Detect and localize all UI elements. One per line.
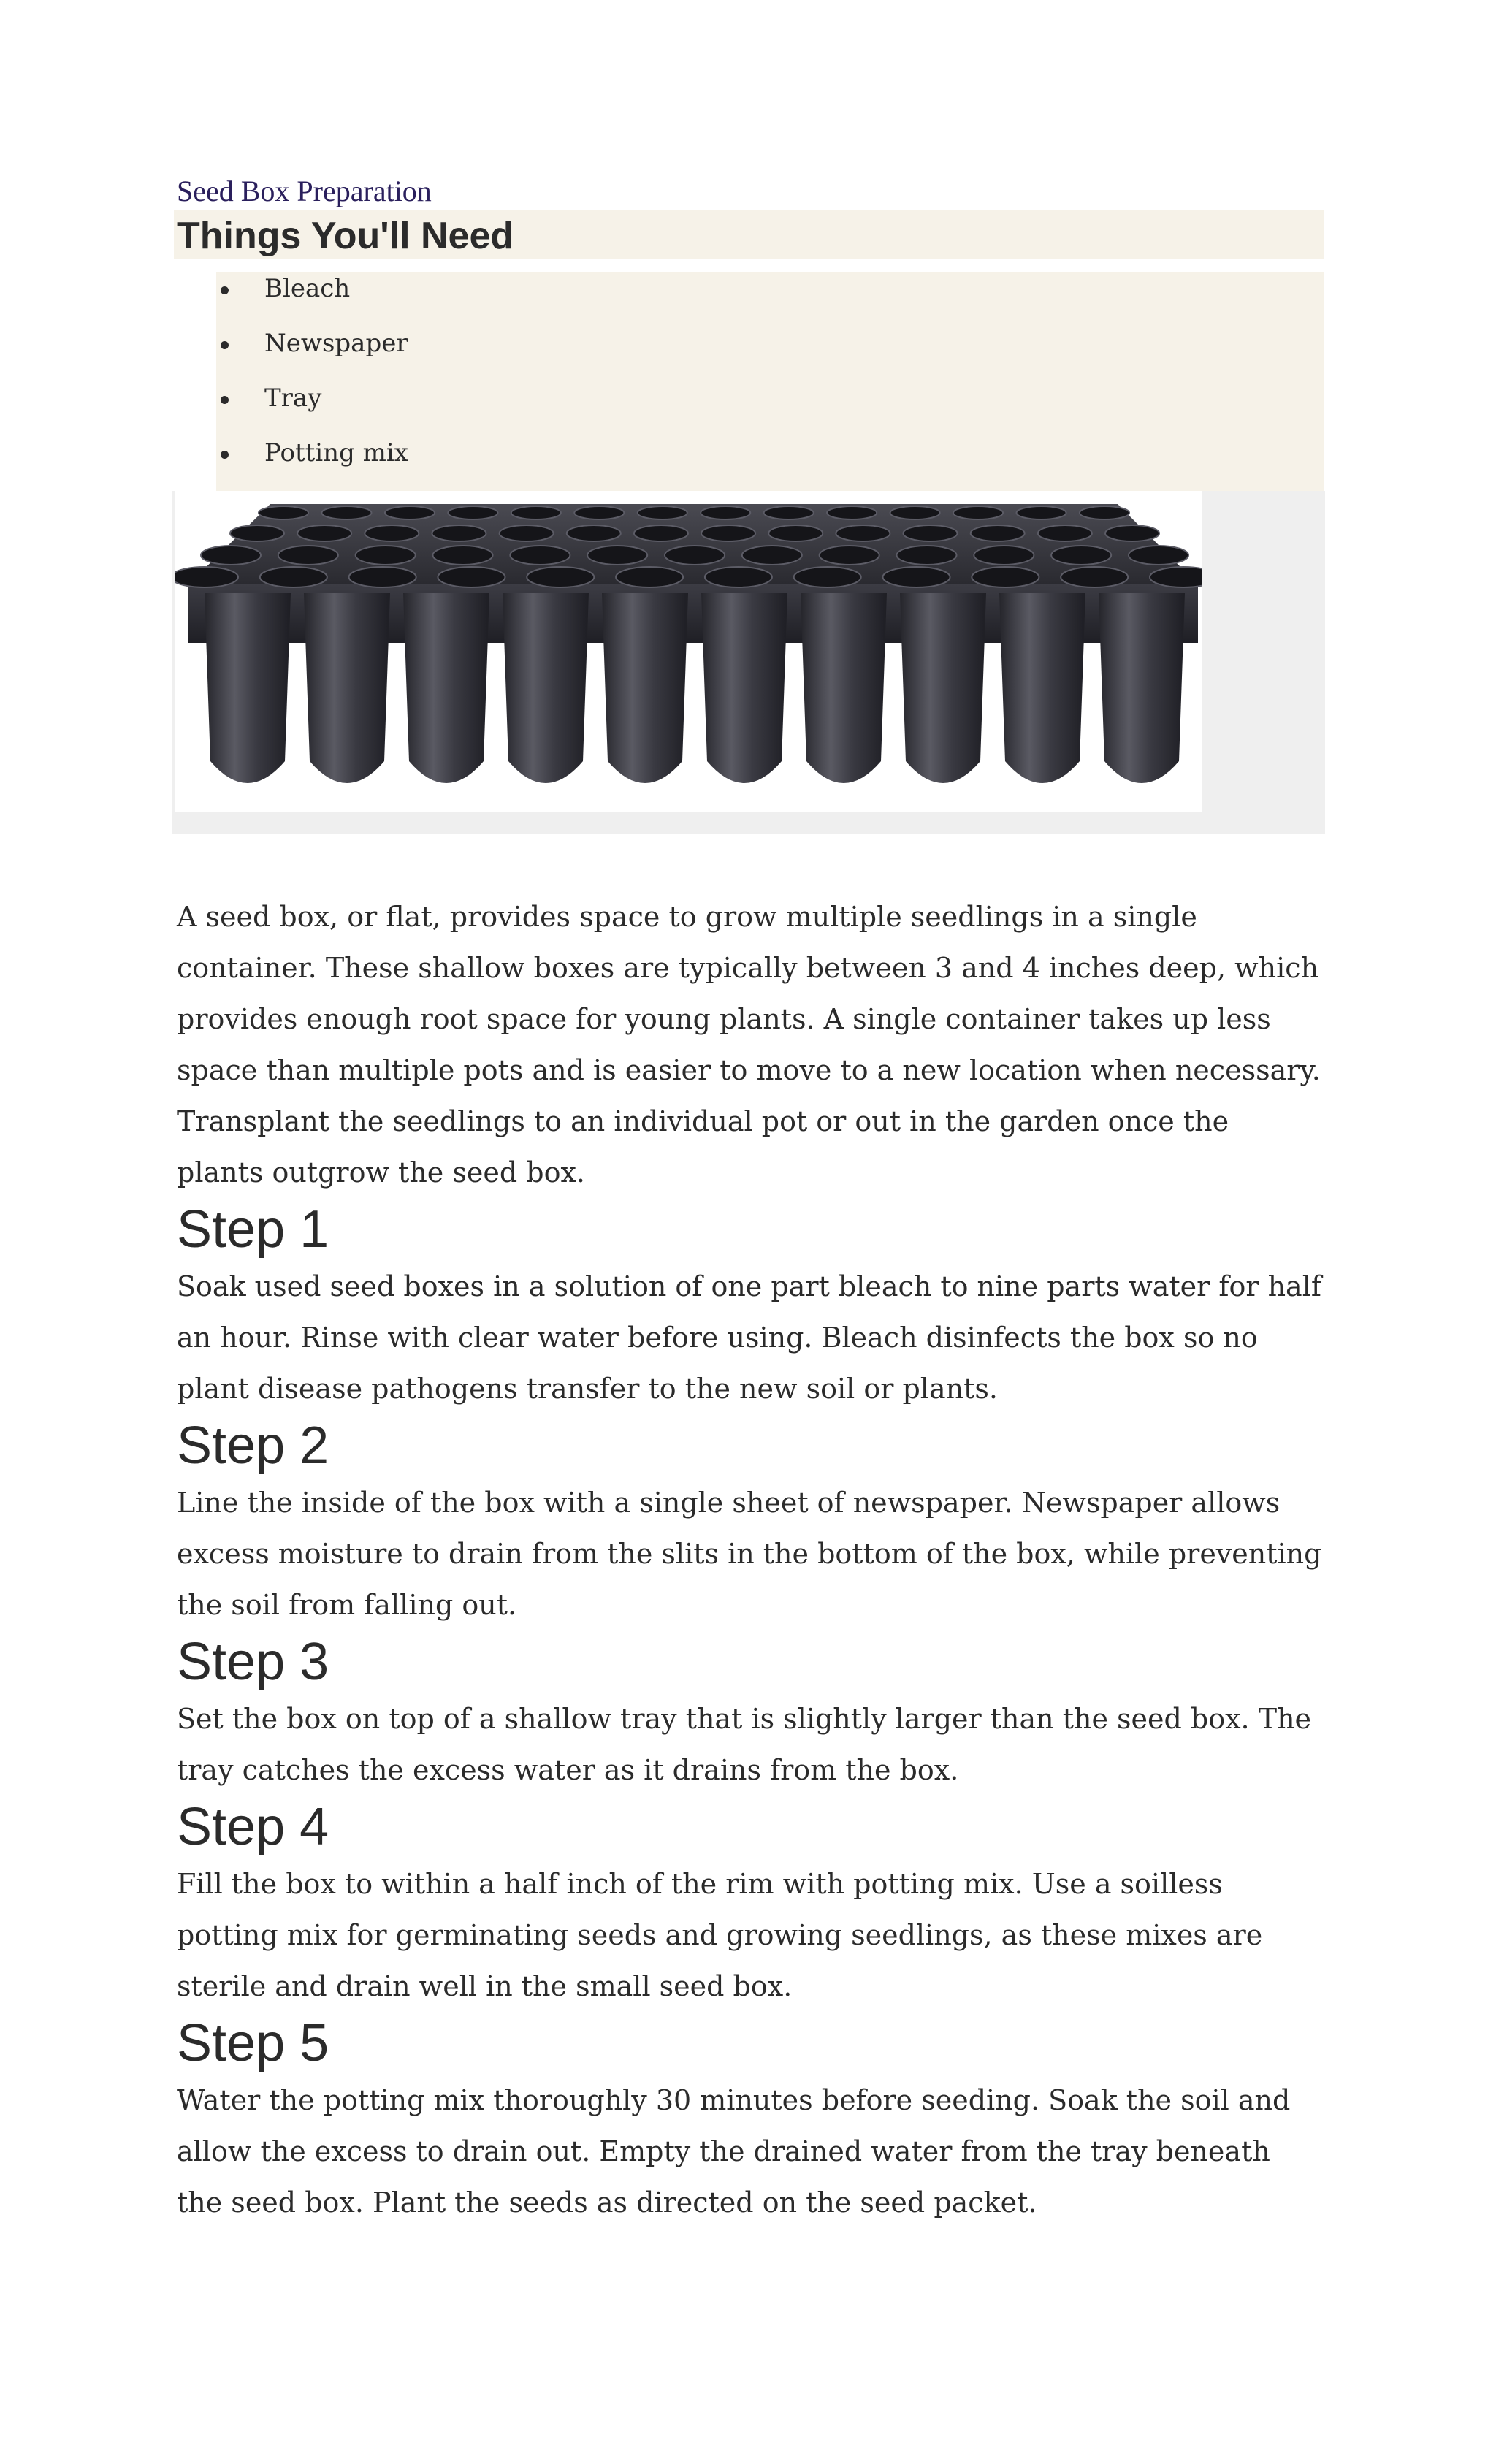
things-needed-heading: Things You'll Need: [177, 215, 514, 257]
step-4-title: Step 4: [177, 1798, 329, 1856]
list-item-label: Bleach: [264, 274, 351, 303]
tray-hole: [890, 506, 940, 519]
list-item-label: Newspaper: [264, 329, 408, 358]
tray-hole: [511, 506, 561, 519]
tray-hole: [836, 525, 890, 541]
article-body: [177, 891, 1324, 2228]
tray-hole: [1105, 525, 1159, 541]
tray-hole: [574, 506, 624, 519]
tray-hole: [567, 525, 621, 541]
list-item-label: Tray: [264, 384, 322, 413]
list-item: [216, 381, 1324, 436]
step-5-title: Step 5: [177, 2014, 329, 2072]
tray-hole: [638, 506, 687, 519]
things-needed-list: [216, 272, 1324, 491]
tray-hole: [297, 525, 351, 541]
tray-cell: [900, 593, 986, 783]
tray-hole: [634, 525, 688, 541]
tray-hole: [701, 525, 755, 541]
tray-hole: [971, 525, 1025, 541]
tray-hole: [1038, 525, 1092, 541]
tray-cell: [503, 593, 589, 783]
tray-hole: [260, 567, 327, 587]
tray-hole: [616, 567, 683, 587]
tray-hole: [904, 525, 958, 541]
tray-cell: [403, 593, 489, 783]
tray-hole: [1150, 567, 1202, 587]
list-item: [216, 327, 1324, 381]
page-title: Seed Box Preparation: [177, 175, 432, 207]
tray-hole: [820, 546, 879, 565]
step-3-text: Set the box on top of a shallow tray that is slightly larger than the seed box. The tray catches the excess water as it drains from the box.: [177, 1703, 1312, 1786]
tray-hole: [705, 567, 772, 587]
tray-hole: [385, 506, 435, 519]
tray-hole: [701, 506, 750, 519]
tray-hole: [827, 506, 877, 519]
tray-hole: [1051, 546, 1111, 565]
things-needed-list-box: [216, 272, 1324, 491]
tray-hole: [883, 567, 950, 587]
tray-hole: [587, 546, 647, 565]
tray-hole: [356, 546, 416, 565]
tray-hole: [433, 546, 493, 565]
tray-hole: [1129, 546, 1188, 565]
tray-hole: [764, 506, 814, 519]
step-2-title: Step 2: [177, 1416, 329, 1475]
step-1-title: Step 1: [177, 1200, 329, 1259]
tray-hole: [768, 525, 823, 541]
tray-hole: [278, 546, 338, 565]
step-5-text: Water the potting mix thoroughly 30 minutes before seeding. Soak the soil and allow the excess to drain out. Empty the drained water from the tray beneath the seed box. Plant the seeds as directed on the seed packet.: [177, 2084, 1291, 2219]
tray-hole: [175, 567, 238, 587]
step-1-text: Soak used seed boxes in a solution of one part bleach to nine parts water for half an hour. Rinse with clear water before using. Bleach disinfects the box so no plant disease pathogens transfer to the new soil or plants.: [177, 1270, 1321, 1405]
tray-hole: [500, 525, 554, 541]
tray-hole: [897, 546, 957, 565]
tray-hole: [972, 567, 1039, 587]
tray-hole: [1017, 506, 1066, 519]
intro-paragraph: A seed box, or flat, provides space to grow multiple seedlings in a single container. These shallow boxes are typically between 3 and 4 inches deep, which provides enough root space for young plants. A single container takes up less space than multiple pots and is easier to move to a new location when necessary. Transplant the seedlings to an individual pot or out in the garden once the plants outgrow the seed box.: [177, 901, 1321, 1189]
tray-hole: [438, 567, 505, 587]
tray-hole: [510, 546, 570, 565]
tray-hole: [432, 525, 486, 541]
tray-cell: [602, 593, 688, 783]
bullet-icon: [221, 341, 229, 349]
bullet-icon: [221, 286, 229, 294]
tray-hole: [365, 525, 419, 541]
step-3-title: Step 3: [177, 1633, 329, 1691]
tray-hole: [527, 567, 594, 587]
image-panel: [172, 491, 1325, 834]
tray-hole: [794, 567, 861, 587]
tray-hole: [742, 546, 802, 565]
tray-hole: [665, 546, 725, 565]
step-4-text: Fill the box to within a half inch of the rim with potting mix. Use a soilless potting mix for germinating seeds and growing seedlings, as these mixes are sterile and drain well in the small seed box.: [177, 1868, 1263, 2002]
tray-hole: [1061, 567, 1128, 587]
list-item: [216, 436, 1324, 491]
tray-hole: [321, 506, 371, 519]
tray-cell: [205, 593, 291, 783]
list-item-label: Potting mix: [264, 438, 408, 468]
tray-hole: [1080, 506, 1129, 519]
tray-cell: [1099, 593, 1185, 783]
tray-cell: [801, 593, 887, 783]
tray-hole: [953, 506, 1003, 519]
step-2-text: Line the inside of the box with a single sheet of newspaper. Newspaper allows excess moisture to drain from the slits in the bottom of the box, while preventing the soil from falling out.: [177, 1487, 1322, 1621]
tray-hole: [349, 567, 416, 587]
things-needed-header: [174, 210, 1324, 259]
seed-tray-photo-icon: [175, 491, 1202, 812]
bullet-icon: [221, 451, 229, 459]
tray-hole: [974, 546, 1034, 565]
seed-tray-image: [175, 491, 1202, 812]
tray-hole: [448, 506, 497, 519]
tray-hole: [230, 525, 284, 541]
tray-cell: [999, 593, 1085, 783]
tray-cell: [701, 593, 787, 783]
tray-hole: [201, 546, 261, 565]
tray-cell: [304, 593, 390, 783]
tray-hole: [259, 506, 308, 519]
bullet-icon: [221, 396, 229, 404]
list-item: [216, 272, 1324, 327]
